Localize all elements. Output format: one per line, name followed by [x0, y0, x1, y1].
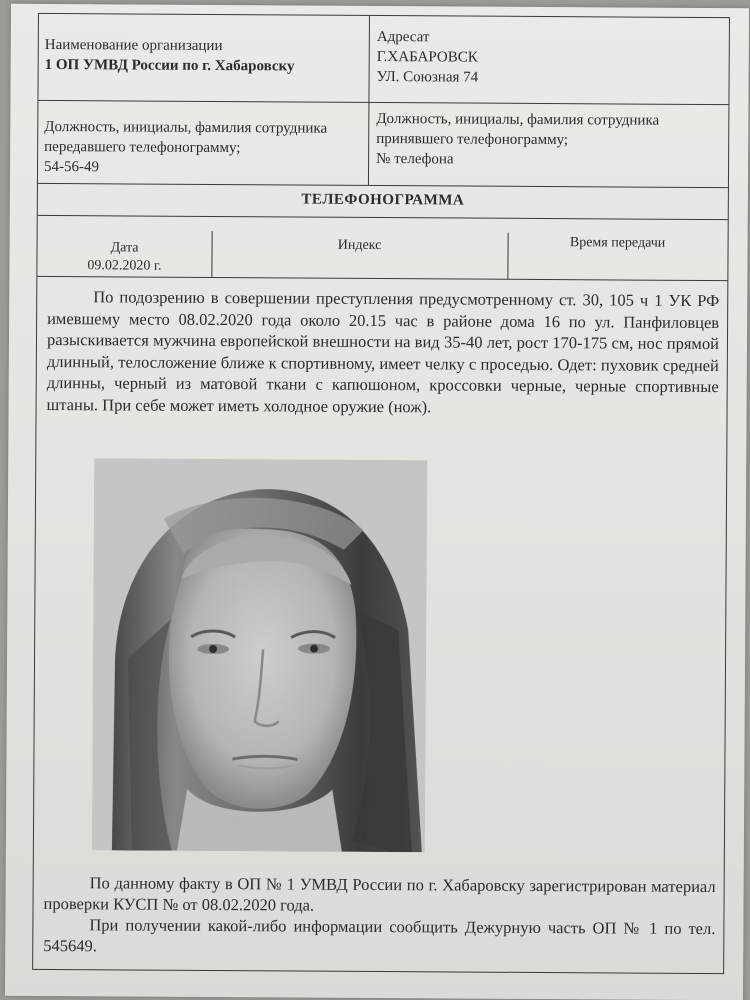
receiver-label-line1: Должность, инициалы, фамилия сотрудника — [376, 110, 660, 129]
telephonogram-form — [32, 13, 730, 974]
date-value: 09.02.2020 г. — [87, 258, 162, 274]
org-label: Наименование организации — [44, 36, 223, 55]
date-label: Дата — [110, 240, 139, 256]
divider — [368, 102, 370, 185]
footer-paragraph-1: По данному факту в ОП № 1 УМВД России по г. Хабаровску зарегистрирован материал проверки КУСП № от 08.02.2020 года. — [43, 873, 716, 915]
footer-paragraph-2: При получении какой-либо информации сообщить Дежурную часть ОП № 1 по тел. 545649. — [43, 915, 716, 956]
document-title: ТЕЛЕФОНОГРАММА — [301, 191, 465, 209]
divider — [368, 16, 370, 102]
addressee-city: Г.ХАБАРОВСК — [376, 48, 478, 66]
meta-row — [37, 230, 727, 281]
addressee-street: УЛ. Союзная 74 — [376, 68, 479, 86]
staff-row — [38, 100, 729, 188]
body-text: По подозрению в совершении преступления предусмотренному ст. 30, 105 ч 1 УК РФ имевшему место 08.02.2020 года около 20.15 час в районе дома 16 по ул. Панфиловцев разыскивается мужчина европейской внешности на вид 35-40 лет, рост 170-175 см, нос прямой длинный, телосложение ближе к спортивному, имеет челку с проседью. Одет: пуховик средней длинны, черный из матовой ткани с капюшоном, кроссовки черные, черные спортивные штаны. При себе может иметь холодное оружие (нож). — [46, 287, 720, 416]
suspect-photo — [92, 458, 427, 852]
sender-label-line1: Должность, инициалы, фамилия сотрудника — [44, 118, 328, 137]
org-name: 1 ОП УМВД России по г. Хабаровску — [44, 56, 295, 75]
suspect-sketch-image — [92, 458, 427, 852]
time-label: Время передачи — [569, 235, 666, 251]
sender-phone: 54-56-49 — [43, 158, 100, 176]
index-label: Индекс — [337, 237, 382, 254]
document-sheet — [5, 4, 749, 1000]
sender-label-line2: передавшего телефонограмму; — [44, 138, 241, 157]
header-row — [38, 14, 729, 105]
addressee-label: Адресат — [376, 28, 430, 46]
receiver-label-line2: принявшего телефонограмму; — [376, 130, 569, 149]
receiver-phone-label: № телефона — [376, 150, 454, 168]
